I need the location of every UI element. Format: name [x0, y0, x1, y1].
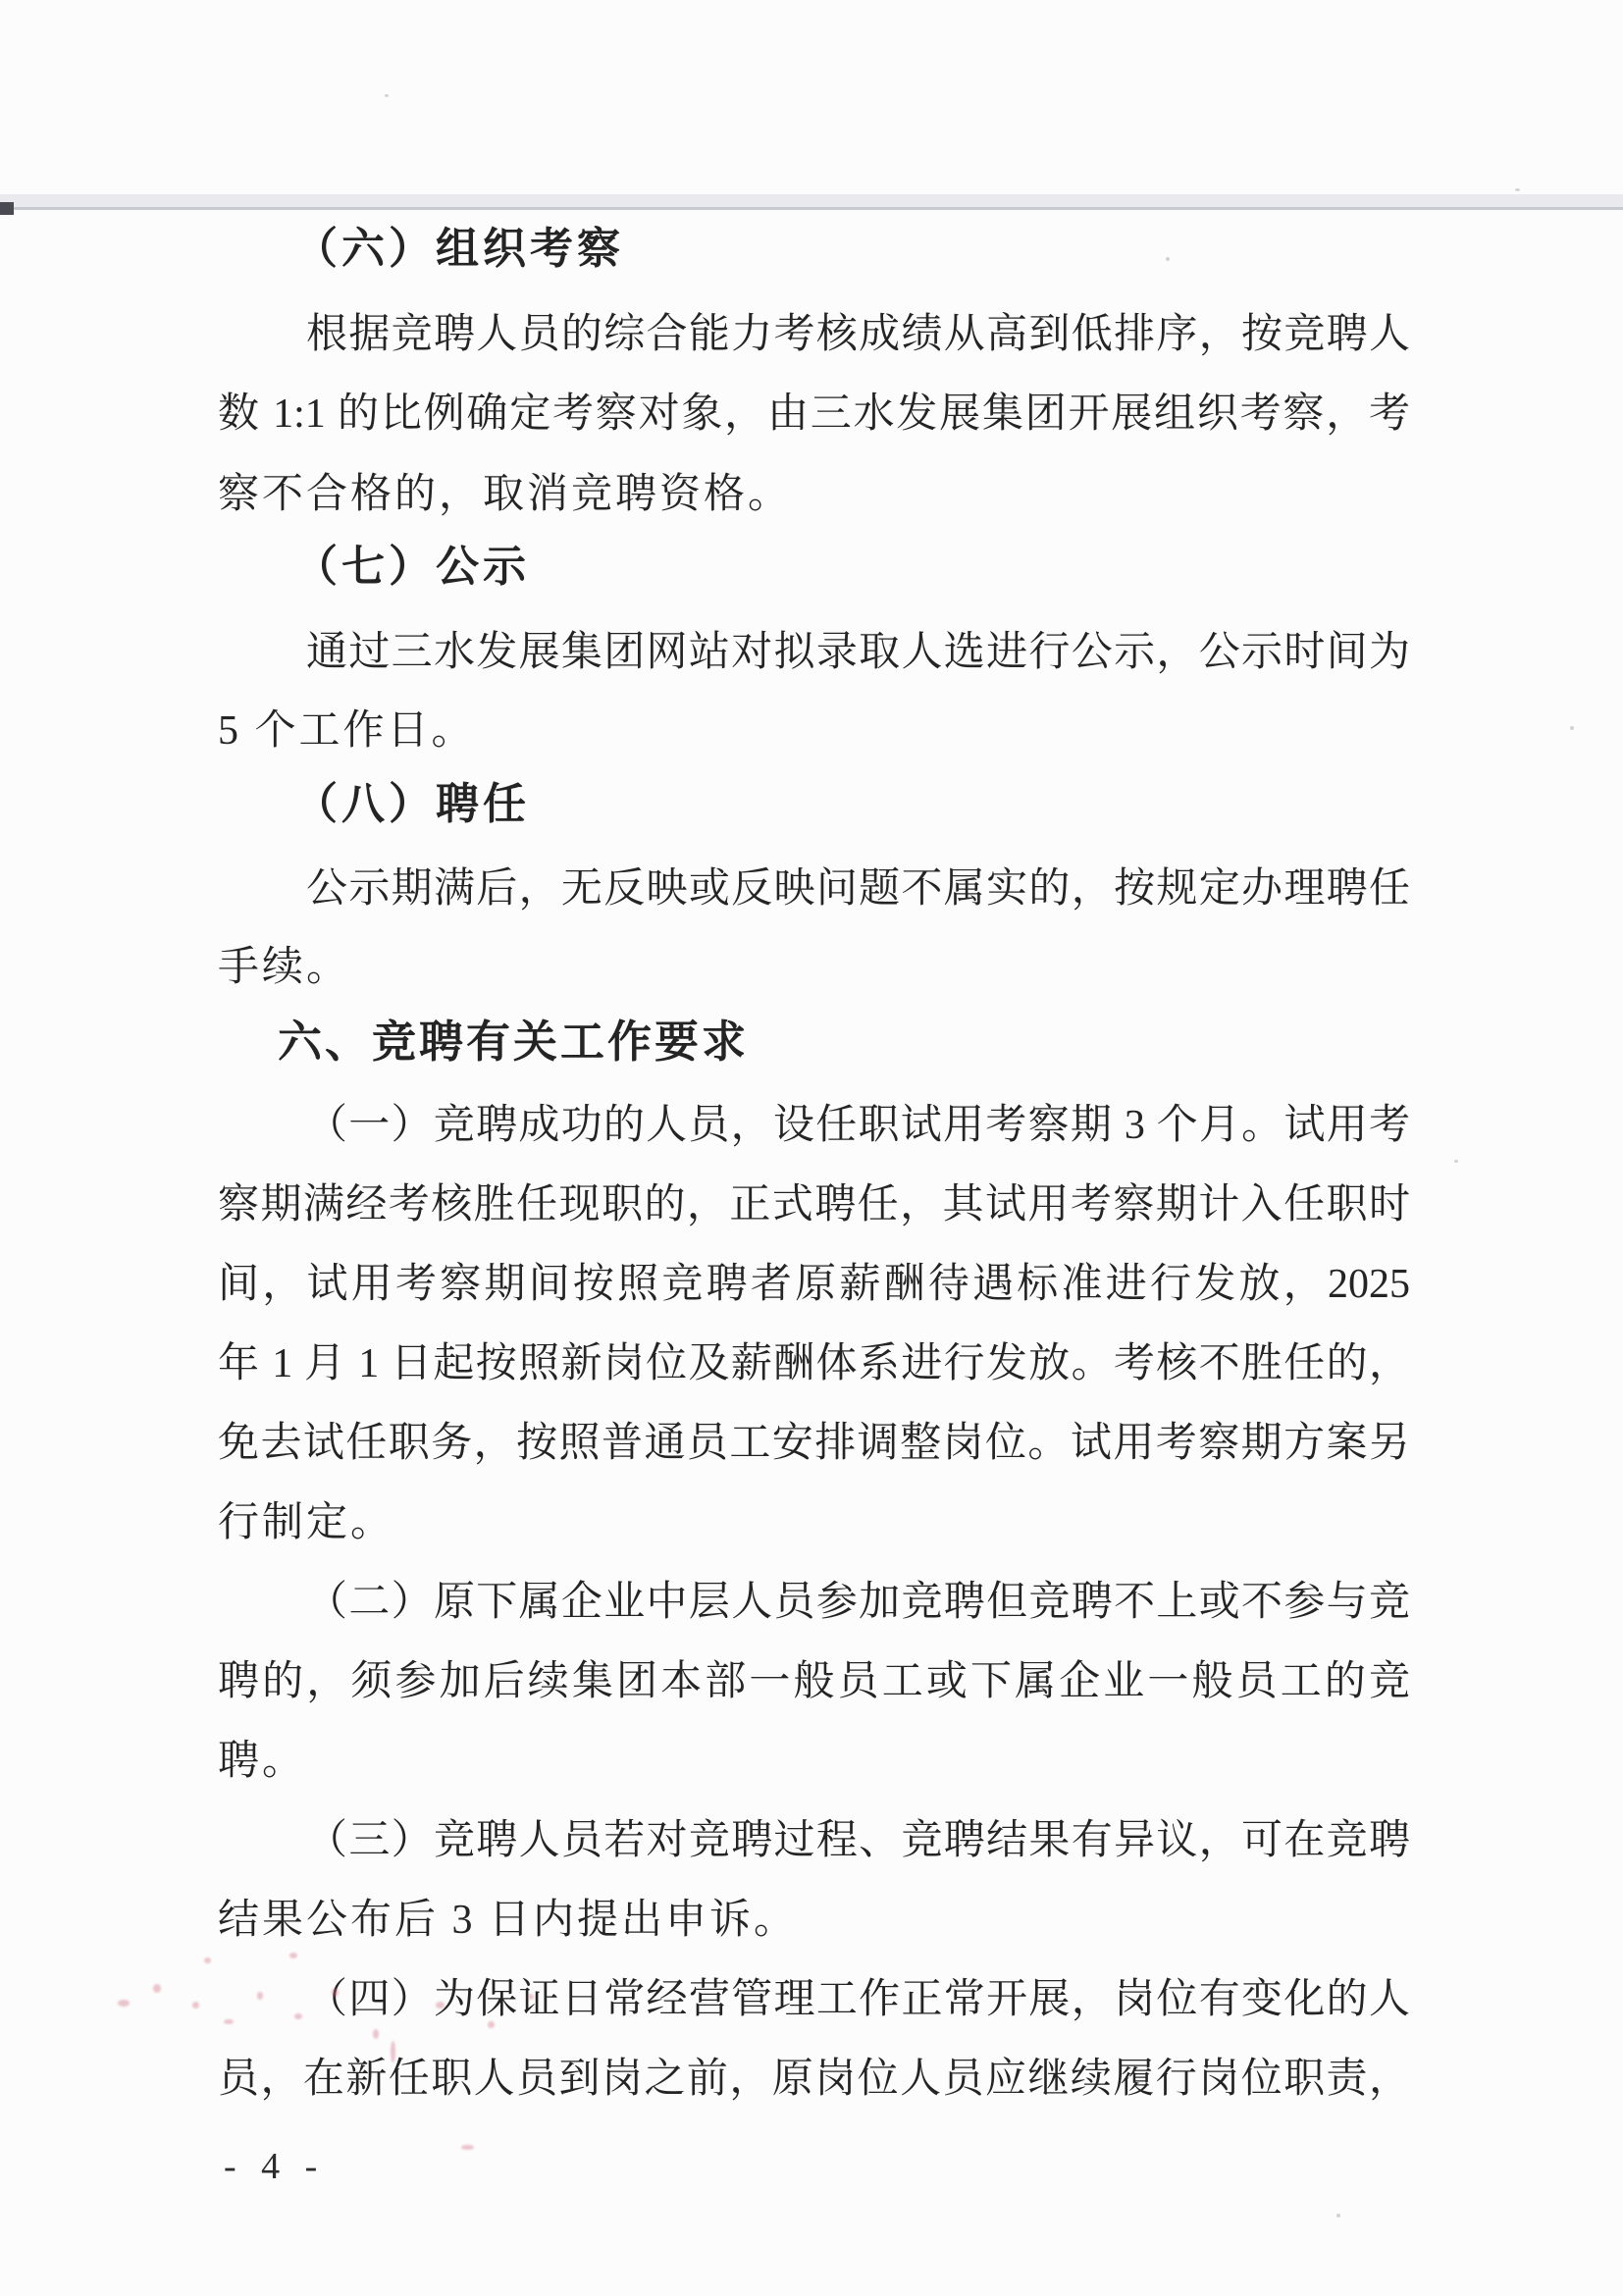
scan-speckle: [528, 1994, 534, 2000]
text-line: 5 个工作日。: [218, 708, 476, 754]
text-line: 通过三水发展集团网站对拟录取人选进行公示，公示时间为: [306, 630, 1410, 675]
scan-speckle: [1336, 2214, 1340, 2218]
scan-speckle: [461, 2145, 474, 2150]
scan-speckle: [118, 2000, 130, 2007]
text-line: 聘。: [218, 1739, 307, 1784]
section-heading-6-work-requirements: 六、竞聘有关工作要求: [278, 1017, 750, 1067]
page-number: - 4 -: [224, 2146, 326, 2187]
scan-speckle: [889, 644, 892, 647]
text-line: 察不合格的，取消竞聘资格。: [218, 472, 793, 517]
scan-speckle: [373, 2029, 379, 2039]
scan-speckle: [192, 2002, 199, 2009]
text-line: （一）竞聘成功的人员，设任职试用考察期 3 个月。试用考: [306, 1103, 1410, 1148]
scan-speckle: [1454, 1160, 1458, 1163]
text-line: 根据竞聘人员的综合能力考核成绩从高到低排序，按竞聘人: [306, 312, 1410, 357]
scan-speckle: [289, 1953, 297, 1958]
scan-speckle: [294, 2013, 302, 2019]
text-line: 免去试任职务，按照普通员工安排调整岗位。试用考察期方案另: [218, 1421, 1410, 1466]
text-line: 员，在新任职人员到岗之前，原岗位人员应继续履行岗位职责，: [218, 2057, 1410, 2102]
text-line: 察期满经考核胜任现职的，正式聘任，其试用考察期计入任职时: [218, 1182, 1410, 1227]
scan-speckle: [224, 2019, 234, 2024]
text-line: 手续。: [218, 945, 351, 990]
text-line: 聘的，须参加后续集团本部一般员工或下属企业一般员工的竞: [218, 1659, 1410, 1704]
scan-speckle: [204, 1957, 211, 1963]
scan-speckle: [488, 2021, 495, 2028]
text-line: 结果公布后 3 日内提出申诉。: [218, 1898, 799, 1943]
text-line: 年 1 月 1 日起按照新岗位及薪酬体系进行发放。考核不胜任的，: [218, 1341, 1410, 1386]
subheading-8-appointment: （八）聘任: [294, 780, 530, 828]
scan-artifact-notch: [0, 202, 14, 215]
scan-artifact-band: [0, 194, 1623, 210]
scan-speckle: [153, 1984, 161, 1993]
text-line: 数 1:1 的比例确定考察对象，由三水发展集团开展组织考察，考: [218, 391, 1410, 437]
text-line: 公示期满后，无反映或反映问题不属实的，按规定办理聘任: [306, 866, 1410, 912]
scan-speckle: [332, 1988, 339, 1997]
scan-speckle: [436, 2002, 445, 2009]
subheading-6-organization-inspection: （六）组织考察: [294, 225, 624, 273]
scan-speckle: [1570, 726, 1574, 730]
text-line: （四）为保证日常经营管理工作正常开展，岗位有变化的人: [306, 1977, 1410, 2022]
text-line: 行制定。: [218, 1500, 395, 1545]
scan-speckle: [385, 94, 389, 97]
text-line: （二）原下属企业中层人员参加竞聘但竞聘不上或不参与竞: [306, 1580, 1410, 1625]
text-line: 间，试用考察期间按照竞聘者原薪酬待遇标准进行发放，2025: [218, 1262, 1410, 1307]
scan-speckle: [257, 1992, 263, 2000]
text-line: （三）竞聘人员若对竞聘过程、竞聘结果有异议，可在竞聘: [306, 1818, 1410, 1863]
scan-speckle: [1515, 188, 1520, 191]
scan-speckle: [391, 2041, 395, 2062]
subheading-7-public-notice: （七）公示: [294, 543, 530, 591]
scan-speckle: [1166, 257, 1170, 261]
